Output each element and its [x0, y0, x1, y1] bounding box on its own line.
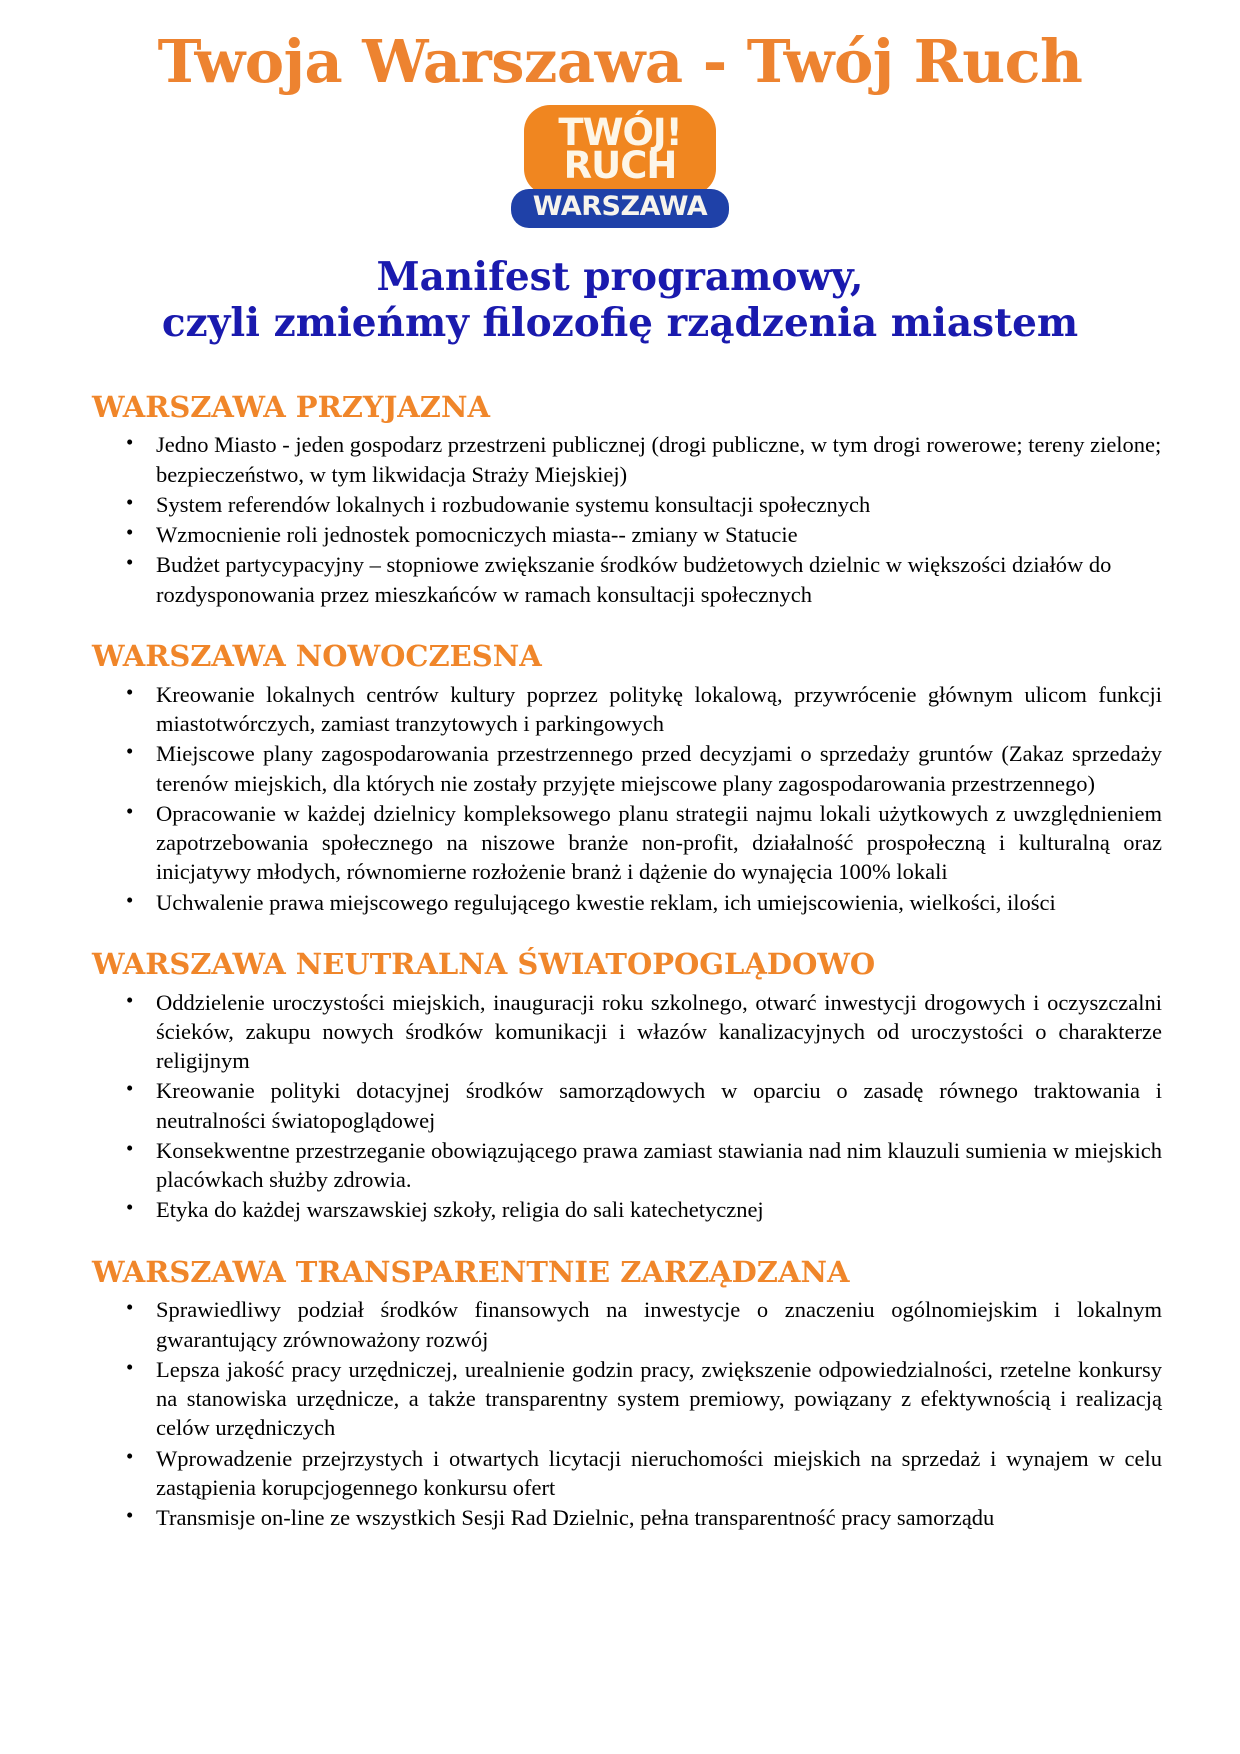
manifesto-section — [78, 390, 1162, 609]
section-heading: WARSZAWA NOWOCZESNA — [92, 638, 542, 673]
section-bullet-list — [78, 430, 1162, 609]
bullet-item: • Etyka do każdej warszawskiej szkoły, religia do sali katechetycznej — [120, 1195, 1162, 1224]
section-bullet-list — [78, 680, 1162, 917]
section-heading: WARSZAWA TRANSPARENTNIE ZARZĄDZANA — [92, 1254, 850, 1289]
manifesto-section — [78, 947, 1162, 1225]
bullet-item: • Uchwalenie prawa miejscowego regulującego kwestie reklam, ich umiejscowienia, wielkości, ilości — [120, 888, 1162, 917]
section-heading: WARSZAWA NEUTRALNA ŚWIATOPOGLĄDOWO — [92, 946, 876, 981]
bullet-item: • System referendów lokalnych i rozbudowanie systemu konsultacji społecznych — [120, 490, 1162, 519]
logo-city-banner — [511, 189, 729, 227]
bullet-item: • Wzmocnienie roli jednostek pomocniczych miasta-- zmiany w Statucie — [120, 520, 1162, 549]
logo-line-warszawa: WARSZAWA — [532, 191, 708, 223]
logo-speech-bubble-icon — [524, 105, 716, 195]
bullet-item: • Lepsza jakość pracy urzędniczej, urealnienie godzin pracy, zwiększenie odpowiedzialności, rzetelne konkursy na stanowiska urzędnicze, a także transparentny system premiowy, powiązany z efektywnością i realizacją celów urzędniczych — [120, 1355, 1162, 1443]
bullet-item: • Miejscowe plany zagospodarowania przestrzennego przed decyzjami o sprzedaży gruntów (Zakaz sprzedaży terenów miejskich, dla których nie zostały przyjęte miejscowe plany zagospodarowania przestrzennego) — [120, 739, 1162, 798]
bullet-item: • Konsekwentne przestrzeganie obowiązującego prawa zamiast stawiania nad nim klauzuli sumienia w miejskich placówkach służby zdrowia. — [120, 1136, 1162, 1195]
page-title: Twoja Warszawa - Twój Ruch — [157, 27, 1083, 96]
subtitle-line-1: Manifest programowy, — [376, 253, 864, 300]
document-subtitle — [0, 254, 1240, 346]
bullet-item: • Transmisje on-line ze wszystkich Sesji Rad Dzielnic, pełna transparentność pracy samorządu — [120, 1503, 1162, 1532]
bullet-item: • Opracowanie w każdej dzielnicy kompleksowego planu strategii najmu lokali użytkowych z uwzględnieniem zapotrzebowania społecznego na niszowe branże non-profit, działalność prospołeczną i kulturalną oraz inicjatywy młodych, równomierne rozłożenie branż i dążenie do wynajęcia 100% lokali — [120, 799, 1162, 887]
manifesto-body — [0, 390, 1240, 1533]
manifesto-section — [78, 639, 1162, 917]
bullet-item: • Sprawiedliwy podział środków finansowych na inwestycje o znaczeniu ogólnomiejskim i lokalnym gwarantujący zrównoważony rozwój — [120, 1295, 1162, 1354]
section-bullet-list — [78, 1295, 1162, 1532]
logo-line-twoj: TWÓJ! — [558, 111, 682, 154]
bullet-item: • Budżet partycypacyjny – stopniowe zwiększanie środków budżetowych dzielnic w większości działów do rozdysponowania przez mieszkańców w ramach konsultacji społecznych — [120, 550, 1162, 609]
logo-line-ruch: RUCH — [563, 144, 677, 188]
bullet-item: • Oddzielenie uroczystości miejskich, inauguracji roku szkolnego, otwarć inwestycji drogowych i oczyszczalni ścieków, zakupu nowych środków komunikacji i włazów kanalizacyjnych od uroczystości o charakterze religijnym — [120, 988, 1162, 1076]
section-bullet-list — [78, 988, 1162, 1225]
section-heading: WARSZAWA PRZYJAZNA — [92, 389, 490, 424]
manifesto-section — [78, 1255, 1162, 1533]
bullet-item: • Wprowadzenie przejrzystych i otwartych licytacji nieruchomości miejskich na sprzedaż i wynajem w celu zastąpienia korupcjogennego konkursu ofert — [120, 1444, 1162, 1503]
bullet-item: • Kreowanie polityki dotacyjnej środków samorządowych w oparciu o zasadę równego traktowania i neutralności światopoglądowej — [120, 1076, 1162, 1135]
subtitle-line-2: czyli zmieńmy filozofię rządzenia miastem — [161, 299, 1079, 346]
bullet-item: • Kreowanie lokalnych centrów kultury poprzez politykę lokalową, przywrócenie głównym ulicom funkcji miastotwórczych, zamiast tranzytowych i parkingowych — [120, 680, 1162, 739]
party-logo — [0, 105, 1240, 228]
bullet-item: • Jedno Miasto - jeden gospodarz przestrzeni publicznej (drogi publiczne, w tym drogi rowerowe; tereny zielone; bezpieczeństwo, w tym likwidacja Straży Miejskiej) — [120, 430, 1162, 489]
